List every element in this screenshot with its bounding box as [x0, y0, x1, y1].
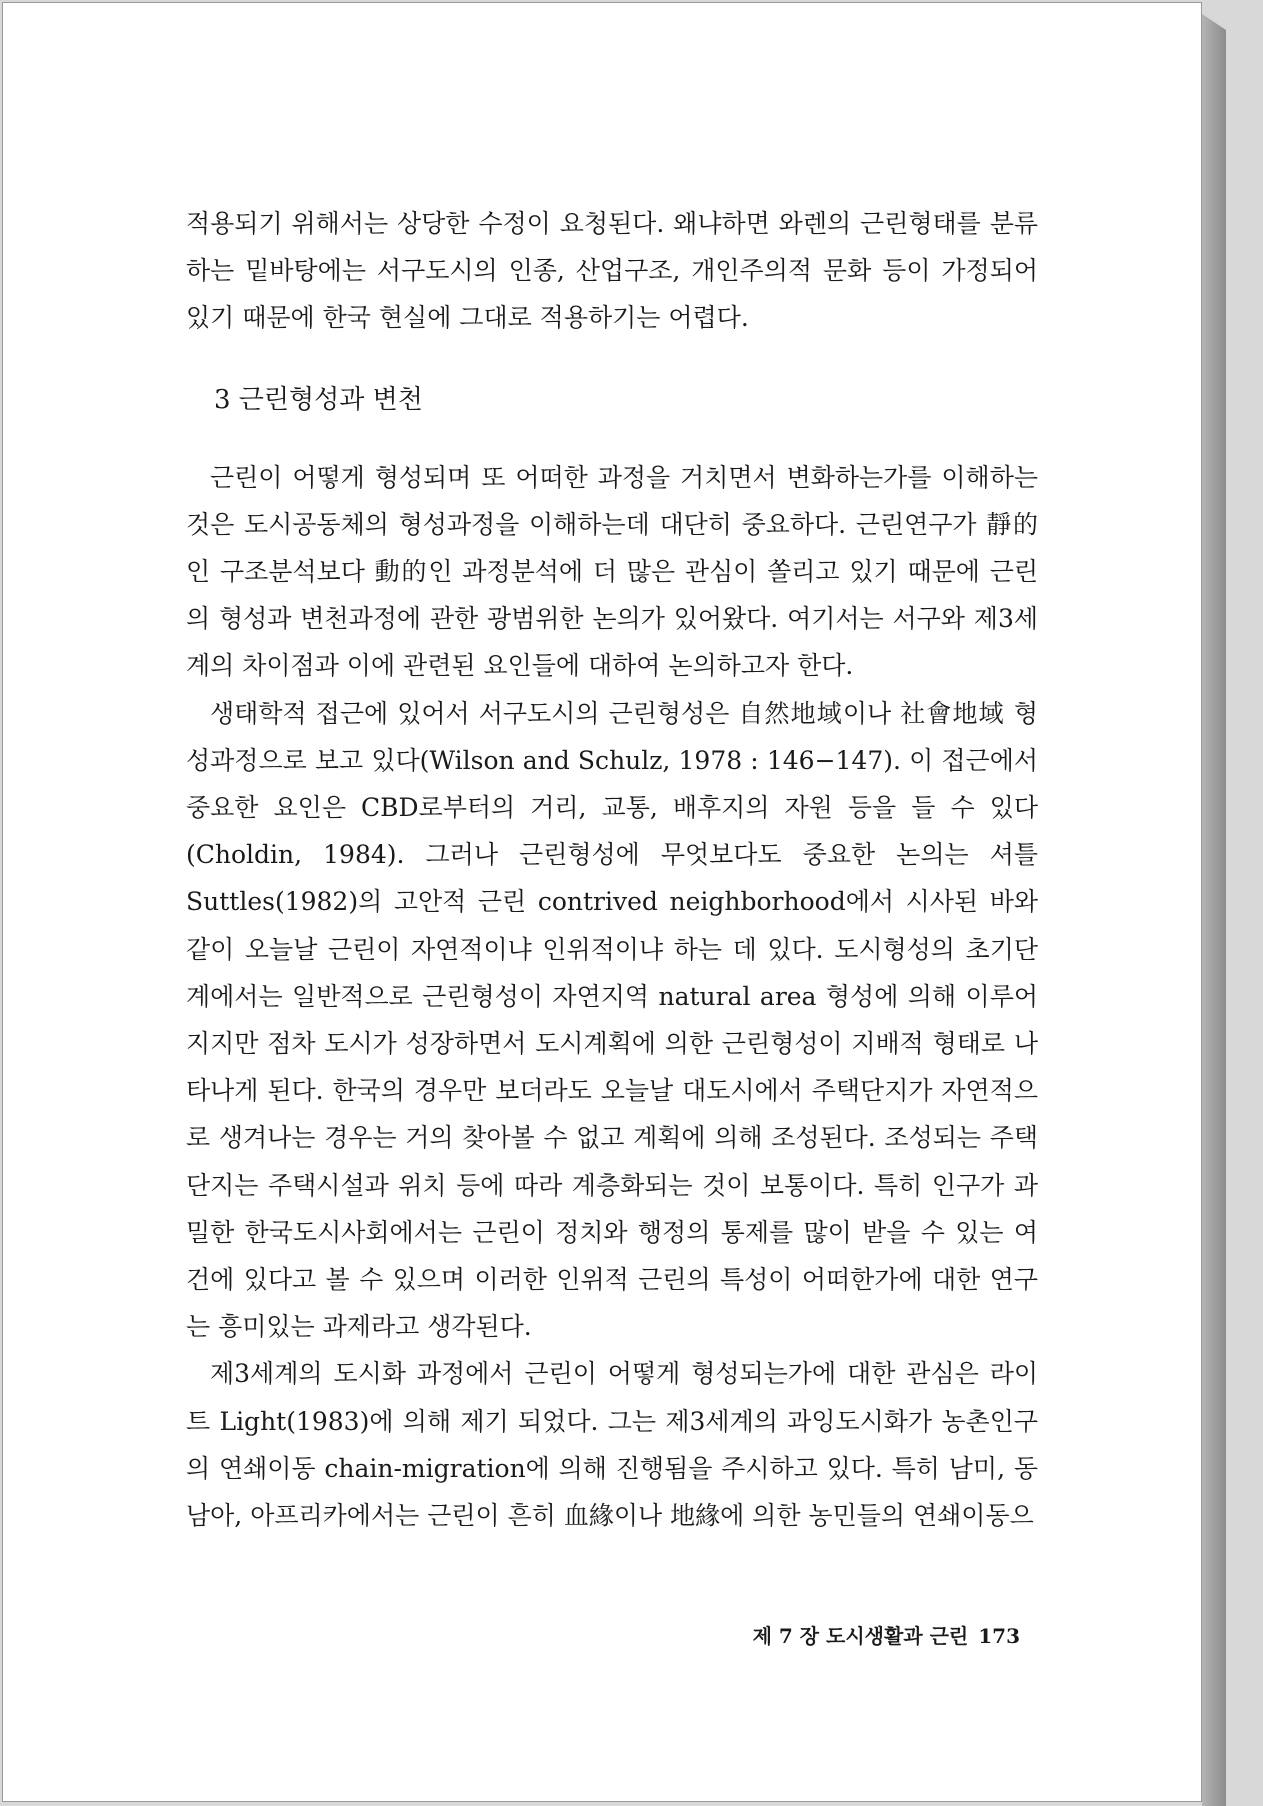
section-heading: 3 근린형성과 변천 — [214, 384, 423, 415]
paragraph: 근린이 어떻게 형성되며 또 어떠한 과정을 거치면서 변화하는가를 이해하는 것은 도시공동체의 형성과정을 이해하는데 대단히 중요하다. 근린연구가 靜的인 구조분석보다 動的인 과정분석에 더 많은 관심이 쏠리고 있기 때문에 근린의 형성과 변천과정에 관한 광범위한 논의가 있어왔다. 여기서는 서구와 제3세계의 차이점과 이에 관련된 요인들에 대하여 논의하고자 한다. — [186, 462, 1038, 681]
paragraph-continued: 적용되기 위해서는 상당한 수정이 요청된다. 왜냐하면 와렌의 근린형태를 분류하는 밑바탕에는 서구도시의 인종, 산업구조, 개인주의적 문화 등이 가정되어 있기 때문에 한국 현실에 그대로 적용하기는 어렵다. — [186, 209, 1038, 333]
page-body — [186, 200, 1038, 1539]
footer-chapter-title: 제 7 장 도시생활과 근린 — [752, 1624, 969, 1648]
page-number: 173 — [978, 1624, 1020, 1648]
paragraph: 제3세계의 도시화 과정에서 근린이 어떻게 형성되는가에 대한 관심은 라이트 Light(1983)에 의해 제기 되었다. 그는 제3세계의 과잉도시화가 농촌인구의 연쇄이동 chain-migration에 의해 진행됨을 주시하고 있다. 특히 남미, 동남아, 아프리카에서는 근린이 흔히 血緣이나 地緣에 의한 농민들의 연쇄이동으 — [186, 1359, 1038, 1531]
paragraph: 생태학적 접근에 있어서 서구도시의 근린형성은 自然地域이나 社會地域 형성과정으로 보고 있다(Wilson and Schulz, 1978 : 146−147). 이 접근에서 중요한 요인은 CBD로부터의 거리, 교통, 배후지의 자원 등을 들 수 있다(Choldin, 1984). 그러나 근린형성에 무엇보다도 중요한 논의는 셔틀Suttles(1982)의 고안적 근린 contrived neighborhood에서 시사된 바와 같이 오늘날 근린이 자연적이냐 인위적이냐 하는 데 있다. 도시형성의 초기단계에서는 일반적으로 근린형성이 자연지역 natural area 형성에 의해 이루어지지만 점차 도시가 성장하면서 도시계획에 의한 근린형성이 지배적 형태로 나타나게 된다. 한국의 경우만 보더라도 오늘날 대도시에서 주택단지가 자연적으로 생겨나는 경우는 거의 찾아볼 수 없고 계획에 의해 조성된다. 조성되는 주택단지는 주택시설과 위치 등에 따라 계층화되는 것이 보통이다. 특히 인구가 과밀한 한국도시사회에서는 근린이 정치와 행정의 통제를 많이 받을 수 있는 여건에 있다고 볼 수 있으며 이러한 인위적 근린의 특성이 어떠한가에 대한 연구는 흥미있는 과제라고 생각된다. — [186, 698, 1038, 1342]
page-stack-edge — [1202, 14, 1226, 1806]
page-footer — [700, 1620, 1020, 1649]
